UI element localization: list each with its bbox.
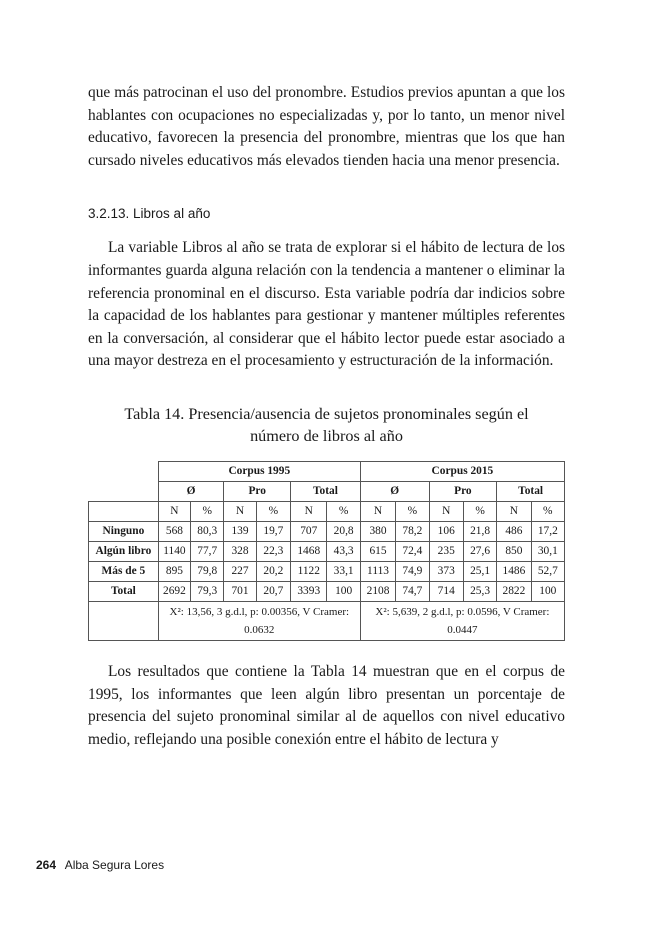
table-cell: 1140	[158, 541, 190, 561]
table-cell: 27,6	[463, 541, 496, 561]
table-cell: 80,3	[191, 521, 224, 541]
subheader-cell: %	[531, 501, 564, 521]
row-label: Ninguno	[89, 521, 159, 541]
table-cell: 227	[224, 561, 256, 581]
table-cell: 30,1	[531, 541, 564, 561]
table-cell: 20,7	[256, 581, 290, 601]
group-header: Pro	[224, 481, 291, 501]
table-row	[89, 541, 565, 561]
paragraph-results: Los resultados que contiene la Tabla 14 muestran que en el corpus de 1995, los informantes que leen algún libro presentan un porcentaje de presencia del sujeto pronominal similar al de aquellos con nivel educativo medio, reflejando una posible conexión entre el hábito de lectura y	[88, 662, 565, 748]
table-cell: 486	[497, 521, 531, 541]
group-header: Ø	[158, 481, 224, 501]
table-cell: 72,4	[396, 541, 429, 561]
subheader-cell: N	[291, 501, 327, 521]
page-number: 264	[36, 858, 57, 872]
table-cell: 2822	[497, 581, 531, 601]
group-header: Ø	[360, 481, 429, 501]
table-cell: 568	[158, 521, 190, 541]
table-cell: 850	[497, 541, 531, 561]
subheader-cell: N	[158, 501, 190, 521]
paragraph-variable: La variable Libros al año se trata de explorar si el hábito de lectura de los informantes guarda alguna relación con la tendencia a mantener o eliminar la referencia pronominal en el discurso. Esta variable podría dar indicios sobre la capacidad de los hablantes para gestionar y mantener múltiples referentes en la conversación, al considerar que el hábito lector puede estar asociado a una mayor destreza en el procesamiento y estructuración de la información.	[88, 239, 565, 370]
table-cell: 139	[224, 521, 256, 541]
table-cell: 1468	[291, 541, 327, 561]
table-cell: 235	[429, 541, 463, 561]
table-row	[89, 581, 565, 601]
table-cell: 100	[327, 581, 360, 601]
page-body	[88, 82, 565, 751]
table-stats-row	[89, 601, 565, 640]
table-cell: 714	[429, 581, 463, 601]
table-cell: 20,8	[327, 521, 360, 541]
table-cell: 106	[429, 521, 463, 541]
table-cell: 615	[360, 541, 395, 561]
subheader-cell: %	[256, 501, 290, 521]
blank-corner-cell	[89, 481, 159, 501]
table-row	[89, 521, 565, 541]
table-row	[89, 561, 565, 581]
table-body	[89, 521, 565, 601]
table-cell: 707	[291, 521, 327, 541]
blank-label-cell	[89, 601, 159, 640]
table-cell: 19,7	[256, 521, 290, 541]
table-cell: 20,2	[256, 561, 290, 581]
table-cell: 25,3	[463, 581, 496, 601]
stat-1995: X²: 13,56, 3 g.d.l, p: 0.00356, V Cramer: 0.0632	[158, 601, 360, 640]
table-cell: 74,9	[396, 561, 429, 581]
stat-2015: X²: 5,639, 2 g.d.l, p: 0.0596, V Cramer: 0.0447	[360, 601, 564, 640]
blank-label-cell	[89, 501, 159, 521]
subheader-cell: N	[429, 501, 463, 521]
table-cell: 100	[531, 581, 564, 601]
subheader-cell: %	[463, 501, 496, 521]
subheader-cell: %	[396, 501, 429, 521]
group-header: Total	[497, 481, 565, 501]
group-header: Pro	[429, 481, 497, 501]
table-cell: 79,3	[191, 581, 224, 601]
table-cell: 701	[224, 581, 256, 601]
table-caption-line-1: Tabla 14. Presencia/ausencia de sujetos pronominales según el	[124, 404, 529, 423]
table-caption-line-2: número de libros al año	[250, 426, 403, 445]
table-cell: 33,1	[327, 561, 360, 581]
table-cell: 1113	[360, 561, 395, 581]
table-caption	[88, 403, 565, 447]
table-cell: 2108	[360, 581, 395, 601]
subheader-cell: N	[224, 501, 256, 521]
footer-author: Alba Segura Lores	[64, 858, 165, 872]
blank-corner-cell	[89, 461, 159, 481]
table-cell: 2692	[158, 581, 190, 601]
table-header-subcolumns	[89, 501, 565, 521]
table-cell: 74,7	[396, 581, 429, 601]
table-header-corpus	[89, 461, 565, 481]
paragraph-intro: que más patrocinan el uso del pronombre. Estudios previos apuntan a que los hablantes con ocupaciones no especializadas y, por lo tanto, un menor nivel educativo, favorecen la presencia del pronombre, mientras que los que han cursado niveles educativos más elevados tienden hacia una menor presencia.	[88, 84, 565, 169]
row-label: Más de 5	[89, 561, 159, 581]
subheader-cell: N	[360, 501, 395, 521]
table-cell: 79,8	[191, 561, 224, 581]
table-cell: 22,3	[256, 541, 290, 561]
table-cell: 17,2	[531, 521, 564, 541]
table-cell: 1486	[497, 561, 531, 581]
row-label: Total	[89, 581, 159, 601]
table-cell: 1122	[291, 561, 327, 581]
table-cell: 78,2	[396, 521, 429, 541]
table-cell: 3393	[291, 581, 327, 601]
subheader-cell: %	[327, 501, 360, 521]
section-heading: 3.2.13. Libros al año	[88, 206, 211, 222]
corpus-2015-header: Corpus 2015	[360, 461, 564, 481]
table-cell: 895	[158, 561, 190, 581]
page-footer	[36, 858, 164, 872]
table-cell: 25,1	[463, 561, 496, 581]
table-cell: 21,8	[463, 521, 496, 541]
subheader-cell: N	[497, 501, 531, 521]
corpus-1995-header: Corpus 1995	[158, 461, 360, 481]
table-cell: 52,7	[531, 561, 564, 581]
table-cell: 380	[360, 521, 395, 541]
table-header-groups	[89, 481, 565, 501]
subheader-cell: %	[191, 501, 224, 521]
group-header: Total	[291, 481, 361, 501]
table-cell: 328	[224, 541, 256, 561]
data-table	[88, 461, 565, 641]
table-cell: 43,3	[327, 541, 360, 561]
row-label: Algún libro	[89, 541, 159, 561]
table-cell: 373	[429, 561, 463, 581]
table-cell: 77,7	[191, 541, 224, 561]
